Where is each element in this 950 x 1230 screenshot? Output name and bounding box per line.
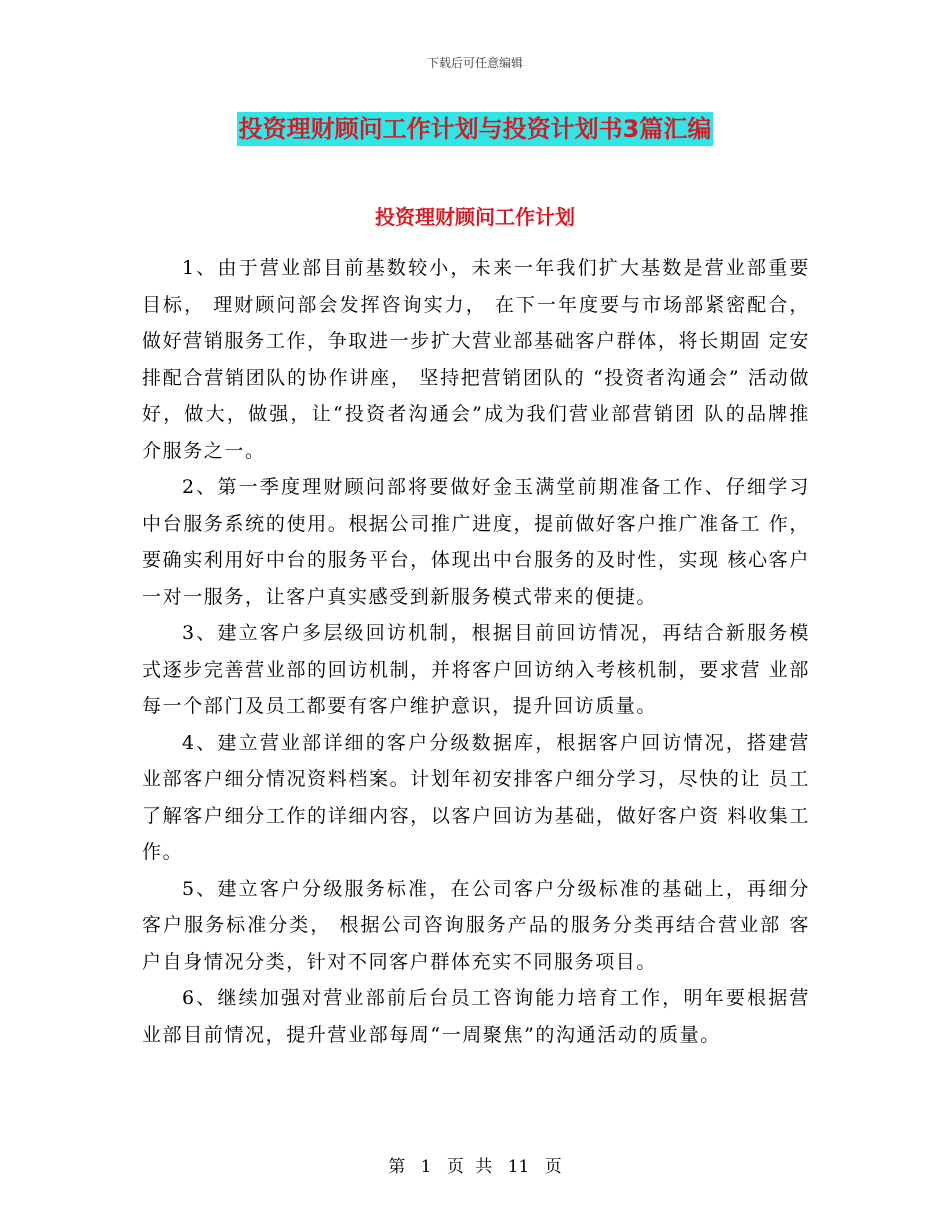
- page-footer: [0, 1152, 950, 1177]
- footer-prefix: 第: [388, 1157, 406, 1177]
- header-note: 下载后可任意编辑: [426, 56, 523, 70]
- section-title: 投资理财顾问工作计划: [375, 205, 575, 229]
- paragraph-5: 5、建立客户分级服务标准，在公司客户分级标准的基础上，再细分 客户服务标准分类， 根据公司咨询服务产品的服务分类再结合营业部 客户自身情况分类，针对不同客户群体充实不同服务项目。: [142, 877, 810, 973]
- document-body: [142, 250, 810, 1053]
- paragraph-4: 4、建立营业部详细的客户分级数据库，根据客户回访情况，搭建营 业部客户细分情况资料档案。计划年初安排客户细分学习，尽快的让 员工了解客户细分工作的详细内容，以客户回访为基础，做好客户资 料收集工作。: [142, 731, 810, 863]
- main-title-wrap: [0, 112, 950, 146]
- total-pages-number: 11: [507, 1157, 530, 1177]
- document-title: 投资理财顾问工作计划与投资计划书3篇汇编: [237, 112, 714, 146]
- paragraph-1: 1、由于营业部目前基数较小，未来一年我们扩大基数是营业部重要 目标， 理财顾问部会发挥咨询实力， 在下一年度要与市场部紧密配合， 做好营销服务工作，争取进一步扩大营业部基础客户群体，将长期固 定安排配合营销团队的协作讲座， 坚持把营销团队的 “投资者沟通会” 活动做好，做大，做强，让“投资者沟通会”成为我们营业部营销团 队的品牌推介服务之一。: [142, 257, 810, 462]
- paragraph-2: 2、第一季度理财顾问部将要做好金玉满堂前期准备工作、仔细学习 中台服务系统的使用。根据公司推广进度，提前做好客户推广准备工 作，要确实利用好中台的服务平台，体现出中台服务的及时性，实现 核心客户一对一服务，让客户真实感受到新服务模式带来的便捷。: [142, 476, 810, 608]
- footer-mid: 页 共: [446, 1157, 493, 1177]
- current-page-number: 1: [420, 1157, 432, 1177]
- paragraph-6: 6、继续加强对营业部前后台员工咨询能力培育工作，明年要根据营 业部目前情况，提升营业部每周“一周聚焦”的沟通活动的质量。: [142, 987, 810, 1046]
- paragraph-3: 3、建立客户多层级回访机制，根据目前回访情况，再结合新服务模 式逐步完善营业部的回访机制，并将客户回访纳入考核机制，要求营 业部每一个部门及员工都要有客户维护意识，提升回访质量。: [142, 622, 810, 717]
- footer-suffix: 页: [544, 1157, 562, 1177]
